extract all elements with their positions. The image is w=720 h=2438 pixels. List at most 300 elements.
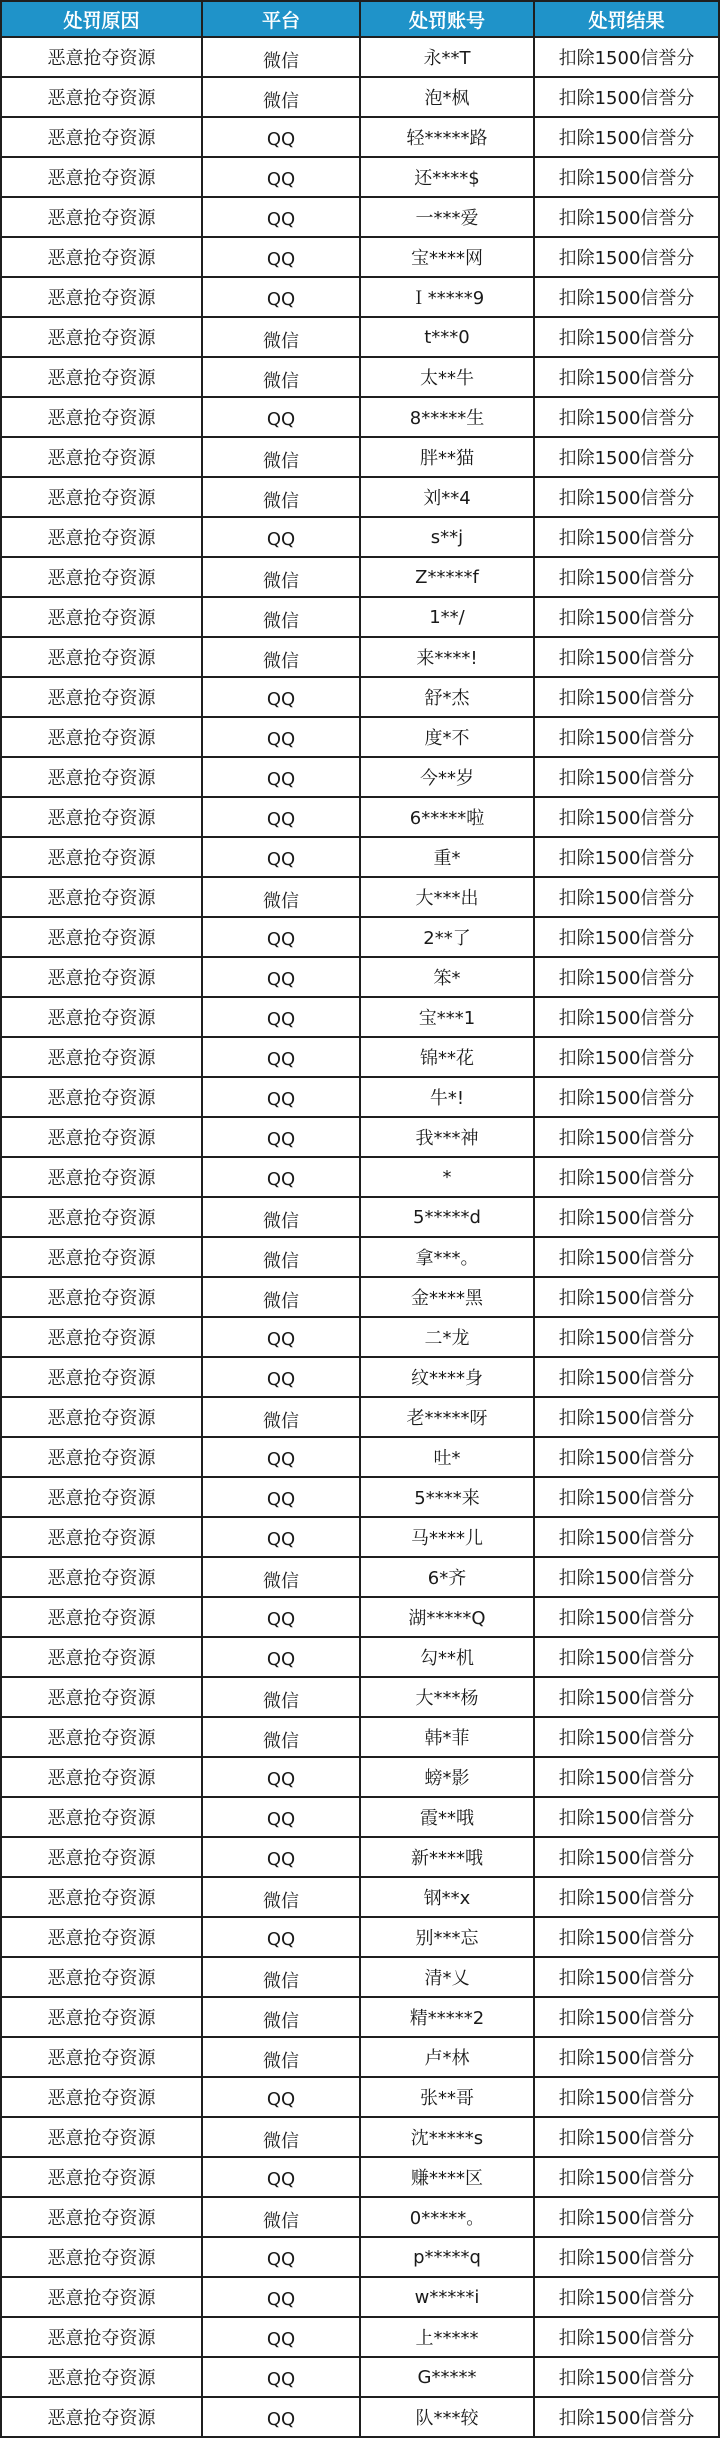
account-cell: 2**了	[360, 917, 534, 957]
reason-cell: 恶意抢夺资源	[1, 117, 202, 157]
account-cell: 大***杨	[360, 1677, 534, 1717]
result-cell: 扣除1500信誉分	[534, 2277, 719, 2317]
header-row	[1, 1, 719, 37]
result-cell: 扣除1500信誉分	[534, 1757, 719, 1797]
table-row	[1, 2077, 719, 2117]
reason-cell: 恶意抢夺资源	[1, 157, 202, 197]
table-row	[1, 997, 719, 1037]
table-row	[1, 837, 719, 877]
reason-cell: 恶意抢夺资源	[1, 237, 202, 277]
reason-cell: 恶意抢夺资源	[1, 1157, 202, 1197]
table-row	[1, 1717, 719, 1757]
platform-cell: 微信	[202, 1997, 360, 2037]
reason-cell: 恶意抢夺资源	[1, 2277, 202, 2317]
result-cell: 扣除1500信誉分	[534, 197, 719, 237]
account-cell: 新****哦	[360, 1837, 534, 1877]
result-cell: 扣除1500信誉分	[534, 2077, 719, 2117]
table-row	[1, 557, 719, 597]
platform-cell: QQ	[202, 517, 360, 557]
account-cell: Ｉ*****9	[360, 277, 534, 317]
account-cell: 别***忘	[360, 1917, 534, 1957]
table-row	[1, 677, 719, 717]
account-cell: 马****儿	[360, 1517, 534, 1557]
result-cell: 扣除1500信誉分	[534, 1557, 719, 1597]
reason-cell: 恶意抢夺资源	[1, 557, 202, 597]
account-cell: t***0	[360, 317, 534, 357]
table-row	[1, 237, 719, 277]
reason-cell: 恶意抢夺资源	[1, 797, 202, 837]
platform-cell: QQ	[202, 917, 360, 957]
account-cell: 卢*林	[360, 2037, 534, 2077]
table-body	[1, 37, 719, 2437]
result-cell: 扣除1500信誉分	[534, 797, 719, 837]
reason-cell: 恶意抢夺资源	[1, 1517, 202, 1557]
table-row	[1, 797, 719, 837]
table-row	[1, 1877, 719, 1917]
account-cell: 我***神	[360, 1117, 534, 1157]
reason-cell: 恶意抢夺资源	[1, 2357, 202, 2397]
platform-cell: QQ	[202, 1517, 360, 1557]
result-cell: 扣除1500信誉分	[534, 1597, 719, 1637]
table-row	[1, 1197, 719, 1237]
platform-cell: QQ	[202, 1837, 360, 1877]
account-cell: Z*****f	[360, 557, 534, 597]
account-cell: 来****!	[360, 637, 534, 677]
table-row	[1, 1037, 719, 1077]
platform-cell: 微信	[202, 1717, 360, 1757]
result-cell: 扣除1500信誉分	[534, 1317, 719, 1357]
result-cell: 扣除1500信誉分	[534, 1277, 719, 1317]
platform-cell: QQ	[202, 397, 360, 437]
result-cell: 扣除1500信誉分	[534, 1997, 719, 2037]
platform-cell: QQ	[202, 1317, 360, 1357]
account-cell: 8*****生	[360, 397, 534, 437]
table-row	[1, 1757, 719, 1797]
table-row	[1, 1277, 719, 1317]
platform-cell: QQ	[202, 1077, 360, 1117]
reason-cell: 恶意抢夺资源	[1, 1397, 202, 1437]
table-row	[1, 2117, 719, 2157]
reason-cell: 恶意抢夺资源	[1, 397, 202, 437]
result-cell: 扣除1500信誉分	[534, 357, 719, 397]
result-cell: 扣除1500信誉分	[534, 2197, 719, 2237]
platform-cell: QQ	[202, 1157, 360, 1197]
reason-cell: 恶意抢夺资源	[1, 1597, 202, 1637]
platform-cell: QQ	[202, 1797, 360, 1837]
account-cell: 宝***1	[360, 997, 534, 1037]
platform-cell: 微信	[202, 557, 360, 597]
reason-cell: 恶意抢夺资源	[1, 1237, 202, 1277]
platform-cell: QQ	[202, 1117, 360, 1157]
platform-cell: 微信	[202, 2037, 360, 2077]
table-row	[1, 317, 719, 357]
platform-cell: 微信	[202, 2117, 360, 2157]
reason-cell: 恶意抢夺资源	[1, 1557, 202, 1597]
result-cell: 扣除1500信誉分	[534, 917, 719, 957]
account-cell: 刘**4	[360, 477, 534, 517]
platform-cell: QQ	[202, 277, 360, 317]
table-row	[1, 1637, 719, 1677]
account-cell: 清*乂	[360, 1957, 534, 1997]
table-row	[1, 1837, 719, 1877]
platform-cell: 微信	[202, 2197, 360, 2237]
table-row	[1, 477, 719, 517]
account-cell: 0*****。	[360, 2197, 534, 2237]
platform-cell: 微信	[202, 1677, 360, 1717]
table-row	[1, 2317, 719, 2357]
result-cell: 扣除1500信誉分	[534, 2357, 719, 2397]
table-row	[1, 1237, 719, 1277]
table-row	[1, 757, 719, 797]
table-row	[1, 437, 719, 477]
result-cell: 扣除1500信誉分	[534, 2397, 719, 2437]
reason-cell: 恶意抢夺资源	[1, 2077, 202, 2117]
account-cell: 张**哥	[360, 2077, 534, 2117]
result-cell: 扣除1500信誉分	[534, 1917, 719, 1957]
result-cell: 扣除1500信誉分	[534, 757, 719, 797]
result-cell: 扣除1500信誉分	[534, 717, 719, 757]
result-cell: 扣除1500信誉分	[534, 1197, 719, 1237]
table-row	[1, 2037, 719, 2077]
platform-cell: QQ	[202, 717, 360, 757]
reason-cell: 恶意抢夺资源	[1, 717, 202, 757]
result-cell: 扣除1500信誉分	[534, 637, 719, 677]
account-cell: 锦**花	[360, 1037, 534, 1077]
account-cell: 舒*杰	[360, 677, 534, 717]
table-row	[1, 197, 719, 237]
result-cell: 扣除1500信誉分	[534, 317, 719, 357]
platform-cell: QQ	[202, 2277, 360, 2317]
platform-cell: QQ	[202, 837, 360, 877]
result-cell: 扣除1500信誉分	[534, 957, 719, 997]
reason-cell: 恶意抢夺资源	[1, 677, 202, 717]
result-cell: 扣除1500信誉分	[534, 477, 719, 517]
platform-cell: 微信	[202, 1197, 360, 1237]
platform-cell: QQ	[202, 997, 360, 1037]
platform-cell: 微信	[202, 477, 360, 517]
result-cell: 扣除1500信誉分	[534, 1117, 719, 1157]
platform-cell: 微信	[202, 1397, 360, 1437]
table-row	[1, 1557, 719, 1597]
account-cell: 霞**哦	[360, 1797, 534, 1837]
table-row	[1, 957, 719, 997]
reason-cell: 恶意抢夺资源	[1, 1997, 202, 2037]
platform-cell: QQ	[202, 1637, 360, 1677]
platform-cell: QQ	[202, 197, 360, 237]
platform-cell: 微信	[202, 877, 360, 917]
result-cell: 扣除1500信誉分	[534, 157, 719, 197]
platform-cell: QQ	[202, 2157, 360, 2197]
table-row	[1, 1437, 719, 1477]
platform-cell: QQ	[202, 797, 360, 837]
reason-cell: 恶意抢夺资源	[1, 2397, 202, 2437]
platform-cell: QQ	[202, 677, 360, 717]
platform-cell: QQ	[202, 757, 360, 797]
reason-cell: 恶意抢夺资源	[1, 637, 202, 677]
result-cell: 扣除1500信誉分	[534, 117, 719, 157]
account-cell: 1**/	[360, 597, 534, 637]
account-cell: 二*龙	[360, 1317, 534, 1357]
result-cell: 扣除1500信誉分	[534, 1477, 719, 1517]
account-cell: 队***较	[360, 2397, 534, 2437]
table-row	[1, 637, 719, 677]
table-row	[1, 2277, 719, 2317]
reason-cell: 恶意抢夺资源	[1, 1677, 202, 1717]
reason-cell: 恶意抢夺资源	[1, 2117, 202, 2157]
reason-cell: 恶意抢夺资源	[1, 1437, 202, 1477]
result-cell: 扣除1500信誉分	[534, 1717, 719, 1757]
result-cell: 扣除1500信誉分	[534, 1957, 719, 1997]
table-row	[1, 2237, 719, 2277]
table-row	[1, 877, 719, 917]
reason-cell: 恶意抢夺资源	[1, 837, 202, 877]
table-row	[1, 1597, 719, 1637]
table-row	[1, 1397, 719, 1437]
platform-cell: 微信	[202, 37, 360, 77]
table-row	[1, 2157, 719, 2197]
account-cell: 一***爱	[360, 197, 534, 237]
account-cell: 拿***。	[360, 1237, 534, 1277]
account-cell: 上*****	[360, 2317, 534, 2357]
result-cell: 扣除1500信誉分	[534, 1437, 719, 1477]
reason-cell: 恶意抢夺资源	[1, 1797, 202, 1837]
account-cell: 老*****呀	[360, 1397, 534, 1437]
result-cell: 扣除1500信誉分	[534, 77, 719, 117]
platform-cell: QQ	[202, 957, 360, 997]
account-cell: p*****q	[360, 2237, 534, 2277]
account-cell: 赚****区	[360, 2157, 534, 2197]
header-platform: 平台	[202, 1, 360, 37]
result-cell: 扣除1500信誉分	[534, 1877, 719, 1917]
platform-cell: 微信	[202, 1557, 360, 1597]
platform-cell: 微信	[202, 317, 360, 357]
result-cell: 扣除1500信誉分	[534, 1237, 719, 1277]
result-cell: 扣除1500信誉分	[534, 1797, 719, 1837]
reason-cell: 恶意抢夺资源	[1, 37, 202, 77]
reason-cell: 恶意抢夺资源	[1, 2197, 202, 2237]
table-row	[1, 157, 719, 197]
platform-cell: QQ	[202, 157, 360, 197]
platform-cell: QQ	[202, 2357, 360, 2397]
header-result: 处罚结果	[534, 1, 719, 37]
table-row	[1, 1997, 719, 2037]
platform-cell: QQ	[202, 2237, 360, 2277]
reason-cell: 恶意抢夺资源	[1, 357, 202, 397]
header-reason: 处罚原因	[1, 1, 202, 37]
table-row	[1, 1317, 719, 1357]
platform-cell: 微信	[202, 1877, 360, 1917]
reason-cell: 恶意抢夺资源	[1, 197, 202, 237]
reason-cell: 恶意抢夺资源	[1, 957, 202, 997]
reason-cell: 恶意抢夺资源	[1, 1877, 202, 1917]
table-row	[1, 2357, 719, 2397]
table-row	[1, 77, 719, 117]
reason-cell: 恶意抢夺资源	[1, 277, 202, 317]
platform-cell: 微信	[202, 77, 360, 117]
platform-cell: QQ	[202, 117, 360, 157]
account-cell: 太**牛	[360, 357, 534, 397]
reason-cell: 恶意抢夺资源	[1, 1037, 202, 1077]
account-cell: 宝****网	[360, 237, 534, 277]
table-row	[1, 1477, 719, 1517]
account-cell: w*****i	[360, 2277, 534, 2317]
table-row	[1, 917, 719, 957]
account-cell: 还****$	[360, 157, 534, 197]
platform-cell: QQ	[202, 1917, 360, 1957]
platform-cell: QQ	[202, 2317, 360, 2357]
result-cell: 扣除1500信誉分	[534, 37, 719, 77]
table-row	[1, 2197, 719, 2237]
platform-cell: QQ	[202, 1037, 360, 1077]
result-cell: 扣除1500信誉分	[534, 1677, 719, 1717]
result-cell: 扣除1500信誉分	[534, 597, 719, 637]
table-row	[1, 597, 719, 637]
account-cell: 螃*影	[360, 1757, 534, 1797]
result-cell: 扣除1500信誉分	[534, 237, 719, 277]
reason-cell: 恶意抢夺资源	[1, 877, 202, 917]
account-cell: *	[360, 1157, 534, 1197]
reason-cell: 恶意抢夺资源	[1, 1957, 202, 1997]
account-cell: 6*齐	[360, 1557, 534, 1597]
result-cell: 扣除1500信誉分	[534, 1077, 719, 1117]
reason-cell: 恶意抢夺资源	[1, 437, 202, 477]
reason-cell: 恶意抢夺资源	[1, 1197, 202, 1237]
account-cell: 金****黑	[360, 1277, 534, 1317]
result-cell: 扣除1500信誉分	[534, 1037, 719, 1077]
reason-cell: 恶意抢夺资源	[1, 1717, 202, 1757]
account-cell: 轻*****路	[360, 117, 534, 157]
account-cell: 胖**猫	[360, 437, 534, 477]
account-cell: 5*****d	[360, 1197, 534, 1237]
result-cell: 扣除1500信誉分	[534, 1637, 719, 1677]
table-row	[1, 277, 719, 317]
table-row	[1, 1157, 719, 1197]
table-header	[1, 1, 719, 37]
table-row	[1, 1797, 719, 1837]
result-cell: 扣除1500信誉分	[534, 1837, 719, 1877]
account-cell: 大***出	[360, 877, 534, 917]
result-cell: 扣除1500信誉分	[534, 397, 719, 437]
platform-cell: 微信	[202, 597, 360, 637]
account-cell: s**j	[360, 517, 534, 557]
result-cell: 扣除1500信誉分	[534, 2037, 719, 2077]
reason-cell: 恶意抢夺资源	[1, 517, 202, 557]
result-cell: 扣除1500信誉分	[534, 2157, 719, 2197]
table-row	[1, 1957, 719, 1997]
platform-cell: 微信	[202, 1277, 360, 1317]
platform-cell: QQ	[202, 1437, 360, 1477]
result-cell: 扣除1500信誉分	[534, 2317, 719, 2357]
account-cell: 湖*****Q	[360, 1597, 534, 1637]
reason-cell: 恶意抢夺资源	[1, 2237, 202, 2277]
result-cell: 扣除1500信誉分	[534, 2237, 719, 2277]
platform-cell: 微信	[202, 637, 360, 677]
table-row	[1, 117, 719, 157]
reason-cell: 恶意抢夺资源	[1, 1477, 202, 1517]
reason-cell: 恶意抢夺资源	[1, 317, 202, 357]
table-row	[1, 1517, 719, 1557]
result-cell: 扣除1500信誉分	[534, 277, 719, 317]
platform-cell: QQ	[202, 1357, 360, 1397]
platform-cell: QQ	[202, 1757, 360, 1797]
account-cell: 6*****啦	[360, 797, 534, 837]
result-cell: 扣除1500信誉分	[534, 1357, 719, 1397]
platform-cell: QQ	[202, 1477, 360, 1517]
account-cell: 重*	[360, 837, 534, 877]
reason-cell: 恶意抢夺资源	[1, 77, 202, 117]
account-cell: 度*不	[360, 717, 534, 757]
table-row	[1, 397, 719, 437]
account-cell: 沈*****s	[360, 2117, 534, 2157]
result-cell: 扣除1500信誉分	[534, 677, 719, 717]
account-cell: 笨*	[360, 957, 534, 997]
reason-cell: 恶意抢夺资源	[1, 1077, 202, 1117]
result-cell: 扣除1500信誉分	[534, 517, 719, 557]
account-cell: 吐*	[360, 1437, 534, 1477]
platform-cell: 微信	[202, 1957, 360, 1997]
table-row	[1, 1917, 719, 1957]
table-row	[1, 517, 719, 557]
reason-cell: 恶意抢夺资源	[1, 1277, 202, 1317]
reason-cell: 恶意抢夺资源	[1, 1637, 202, 1677]
platform-cell: QQ	[202, 1597, 360, 1637]
table-row	[1, 1677, 719, 1717]
reason-cell: 恶意抢夺资源	[1, 1357, 202, 1397]
result-cell: 扣除1500信誉分	[534, 1397, 719, 1437]
reason-cell: 恶意抢夺资源	[1, 1117, 202, 1157]
table-row	[1, 1357, 719, 1397]
reason-cell: 恶意抢夺资源	[1, 477, 202, 517]
reason-cell: 恶意抢夺资源	[1, 1317, 202, 1357]
table-row	[1, 1117, 719, 1157]
reason-cell: 恶意抢夺资源	[1, 757, 202, 797]
account-cell: 钢**x	[360, 1877, 534, 1917]
table-row	[1, 717, 719, 757]
result-cell: 扣除1500信誉分	[534, 1157, 719, 1197]
result-cell: 扣除1500信誉分	[534, 1517, 719, 1557]
result-cell: 扣除1500信誉分	[534, 997, 719, 1037]
account-cell: 今**岁	[360, 757, 534, 797]
table-row	[1, 37, 719, 77]
platform-cell: 微信	[202, 437, 360, 477]
reason-cell: 恶意抢夺资源	[1, 2037, 202, 2077]
account-cell: 泡*枫	[360, 77, 534, 117]
reason-cell: 恶意抢夺资源	[1, 2317, 202, 2357]
reason-cell: 恶意抢夺资源	[1, 1757, 202, 1797]
table-row	[1, 2397, 719, 2437]
reason-cell: 恶意抢夺资源	[1, 1917, 202, 1957]
reason-cell: 恶意抢夺资源	[1, 1837, 202, 1877]
platform-cell: QQ	[202, 2397, 360, 2437]
platform-cell: QQ	[202, 2077, 360, 2117]
header-account: 处罚账号	[360, 1, 534, 37]
table-row	[1, 357, 719, 397]
reason-cell: 恶意抢夺资源	[1, 917, 202, 957]
account-cell: 永**T	[360, 37, 534, 77]
result-cell: 扣除1500信誉分	[534, 2117, 719, 2157]
account-cell: 韩*菲	[360, 1717, 534, 1757]
result-cell: 扣除1500信誉分	[534, 877, 719, 917]
result-cell: 扣除1500信誉分	[534, 557, 719, 597]
platform-cell: 微信	[202, 357, 360, 397]
result-cell: 扣除1500信誉分	[534, 437, 719, 477]
account-cell: 精*****2	[360, 1997, 534, 2037]
account-cell: 纹****身	[360, 1357, 534, 1397]
reason-cell: 恶意抢夺资源	[1, 597, 202, 637]
account-cell: G*****	[360, 2357, 534, 2397]
account-cell: 5****来	[360, 1477, 534, 1517]
reason-cell: 恶意抢夺资源	[1, 997, 202, 1037]
